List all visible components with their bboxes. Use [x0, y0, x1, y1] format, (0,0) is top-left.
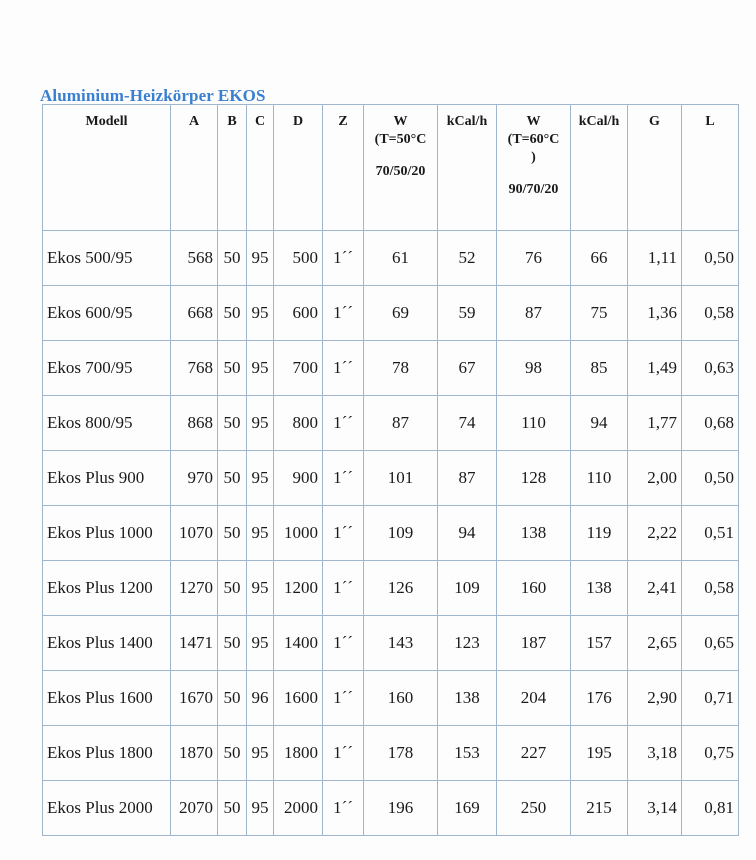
table-row	[43, 286, 739, 341]
cell-a: 970	[171, 451, 218, 506]
cell-kcal-50: 74	[438, 396, 497, 451]
cell-l: 0,51	[682, 506, 739, 561]
cell-kcal-60: 66	[571, 231, 628, 286]
cell-c: 95	[247, 561, 274, 616]
cell-w-50: 61	[364, 231, 438, 286]
cell-kcal-60: 119	[571, 506, 628, 561]
cell-a: 568	[171, 231, 218, 286]
header-w-60	[497, 105, 571, 231]
cell-w-60: 138	[497, 506, 571, 561]
cell-d: 700	[274, 341, 323, 396]
cell-c: 95	[247, 451, 274, 506]
cell-a: 768	[171, 341, 218, 396]
cell-g: 1,49	[628, 341, 682, 396]
cell-kcal-60: 110	[571, 451, 628, 506]
cell-kcal-50: 59	[438, 286, 497, 341]
cell-w-60: 250	[497, 781, 571, 836]
cell-b: 50	[218, 506, 247, 561]
cell-kcal-60: 195	[571, 726, 628, 781]
cell-w-50: 126	[364, 561, 438, 616]
cell-b: 50	[218, 671, 247, 726]
cell-a: 1070	[171, 506, 218, 561]
cell-w-60: 227	[497, 726, 571, 781]
table-row	[43, 561, 739, 616]
cell-z: 1´´	[323, 231, 364, 286]
cell-b: 50	[218, 561, 247, 616]
header-b: B	[218, 105, 247, 231]
cell-c: 96	[247, 671, 274, 726]
cell-g: 2,65	[628, 616, 682, 671]
cell-c: 95	[247, 506, 274, 561]
cell-z: 1´´	[323, 616, 364, 671]
cell-kcal-50: 123	[438, 616, 497, 671]
table-row	[43, 726, 739, 781]
cell-z: 1´´	[323, 341, 364, 396]
cell-d: 1800	[274, 726, 323, 781]
cell-kcal-60: 176	[571, 671, 628, 726]
header-w-50-label: W	[393, 114, 408, 129]
cell-d: 2000	[274, 781, 323, 836]
cell-a: 668	[171, 286, 218, 341]
cell-kcal-60: 138	[571, 561, 628, 616]
header-w-50-temp: (T=50°C	[374, 132, 427, 147]
cell-kcal-50: 109	[438, 561, 497, 616]
cell-c: 95	[247, 286, 274, 341]
table-row	[43, 781, 739, 836]
cell-d: 1600	[274, 671, 323, 726]
cell-w-50: 160	[364, 671, 438, 726]
cell-l: 0,50	[682, 451, 739, 506]
cell-w-50: 78	[364, 341, 438, 396]
cell-c: 95	[247, 616, 274, 671]
cell-z: 1´´	[323, 451, 364, 506]
header-w-60-system: 90/70/20	[508, 182, 559, 197]
cell-d: 1000	[274, 506, 323, 561]
header-z: Z	[323, 105, 364, 231]
cell-a: 868	[171, 396, 218, 451]
cell-z: 1´´	[323, 396, 364, 451]
table-row	[43, 231, 739, 286]
cell-model: Ekos Plus 1600	[43, 671, 171, 726]
cell-kcal-50: 87	[438, 451, 497, 506]
header-d: D	[274, 105, 323, 231]
cell-w-60: 187	[497, 616, 571, 671]
cell-w-60: 110	[497, 396, 571, 451]
cell-c: 95	[247, 231, 274, 286]
cell-kcal-60: 157	[571, 616, 628, 671]
cell-w-60: 98	[497, 341, 571, 396]
header-modell: Modell	[43, 105, 171, 231]
cell-w-60: 160	[497, 561, 571, 616]
cell-l: 0,63	[682, 341, 739, 396]
table-row	[43, 506, 739, 561]
cell-z: 1´´	[323, 726, 364, 781]
cell-w-60: 204	[497, 671, 571, 726]
cell-a: 1270	[171, 561, 218, 616]
cell-kcal-60: 94	[571, 396, 628, 451]
cell-l: 0,81	[682, 781, 739, 836]
header-w-60-label: W	[526, 114, 541, 129]
cell-model: Ekos 700/95	[43, 341, 171, 396]
table-row	[43, 341, 739, 396]
header-c: C	[247, 105, 274, 231]
table-row	[43, 451, 739, 506]
cell-a: 1670	[171, 671, 218, 726]
table-header-row	[43, 105, 739, 231]
cell-w-60: 76	[497, 231, 571, 286]
cell-b: 50	[218, 396, 247, 451]
cell-w-50: 69	[364, 286, 438, 341]
cell-d: 1400	[274, 616, 323, 671]
cell-kcal-60: 85	[571, 341, 628, 396]
cell-z: 1´´	[323, 671, 364, 726]
cell-a: 1870	[171, 726, 218, 781]
cell-kcal-50: 153	[438, 726, 497, 781]
table-body	[43, 231, 739, 836]
cell-d: 600	[274, 286, 323, 341]
cell-w-50: 87	[364, 396, 438, 451]
cell-d: 800	[274, 396, 323, 451]
document-title: Aluminium-Heizkörper EKOS	[40, 86, 266, 105]
cell-kcal-60: 75	[571, 286, 628, 341]
header-a: A	[171, 105, 218, 231]
cell-model: Ekos 800/95	[43, 396, 171, 451]
cell-b: 50	[218, 341, 247, 396]
cell-a: 1471	[171, 616, 218, 671]
cell-c: 95	[247, 341, 274, 396]
cell-w-50: 143	[364, 616, 438, 671]
cell-c: 95	[247, 726, 274, 781]
cell-w-50: 101	[364, 451, 438, 506]
header-l: L	[682, 105, 739, 231]
cell-model: Ekos Plus 2000	[43, 781, 171, 836]
cell-w-50: 178	[364, 726, 438, 781]
cell-l: 0,71	[682, 671, 739, 726]
cell-l: 0,75	[682, 726, 739, 781]
cell-kcal-50: 67	[438, 341, 497, 396]
cell-w-60: 128	[497, 451, 571, 506]
cell-l: 0,50	[682, 231, 739, 286]
cell-b: 50	[218, 231, 247, 286]
cell-g: 1,77	[628, 396, 682, 451]
cell-d: 900	[274, 451, 323, 506]
cell-b: 50	[218, 286, 247, 341]
cell-w-60: 87	[497, 286, 571, 341]
cell-model: Ekos Plus 900	[43, 451, 171, 506]
cell-model: Ekos Plus 1000	[43, 506, 171, 561]
cell-z: 1´´	[323, 561, 364, 616]
cell-z: 1´´	[323, 781, 364, 836]
table-row	[43, 616, 739, 671]
header-w-50	[364, 105, 438, 231]
header-kcal-50: kCal/h	[438, 105, 497, 231]
cell-b: 50	[218, 451, 247, 506]
header-w-60-temp: (T=60°C	[507, 132, 560, 147]
cell-g: 1,11	[628, 231, 682, 286]
cell-w-50: 196	[364, 781, 438, 836]
cell-g: 2,00	[628, 451, 682, 506]
cell-d: 500	[274, 231, 323, 286]
cell-g: 2,22	[628, 506, 682, 561]
cell-z: 1´´	[323, 506, 364, 561]
cell-kcal-50: 94	[438, 506, 497, 561]
table-row	[43, 396, 739, 451]
cell-b: 50	[218, 616, 247, 671]
cell-c: 95	[247, 396, 274, 451]
cell-g: 2,90	[628, 671, 682, 726]
cell-z: 1´´	[323, 286, 364, 341]
cell-g: 2,41	[628, 561, 682, 616]
cell-g: 3,14	[628, 781, 682, 836]
cell-model: Ekos 500/95	[43, 231, 171, 286]
cell-model: Ekos Plus 1200	[43, 561, 171, 616]
cell-a: 2070	[171, 781, 218, 836]
cell-kcal-60: 215	[571, 781, 628, 836]
cell-g: 1,36	[628, 286, 682, 341]
cell-l: 0,58	[682, 286, 739, 341]
cell-model: Ekos 600/95	[43, 286, 171, 341]
cell-model: Ekos Plus 1400	[43, 616, 171, 671]
cell-kcal-50: 138	[438, 671, 497, 726]
cell-g: 3,18	[628, 726, 682, 781]
cell-b: 50	[218, 726, 247, 781]
header-w-50-system: 70/50/20	[375, 164, 426, 179]
radiator-spec-table	[42, 104, 739, 836]
cell-b: 50	[218, 781, 247, 836]
header-kcal-60: kCal/h	[571, 105, 628, 231]
cell-l: 0,65	[682, 616, 739, 671]
cell-kcal-50: 52	[438, 231, 497, 286]
cell-l: 0,58	[682, 561, 739, 616]
header-w-60-paren: )	[531, 150, 536, 165]
cell-c: 95	[247, 781, 274, 836]
header-g: G	[628, 105, 682, 231]
cell-d: 1200	[274, 561, 323, 616]
cell-l: 0,68	[682, 396, 739, 451]
cell-w-50: 109	[364, 506, 438, 561]
cell-model: Ekos Plus 1800	[43, 726, 171, 781]
cell-kcal-50: 169	[438, 781, 497, 836]
table-row	[43, 671, 739, 726]
